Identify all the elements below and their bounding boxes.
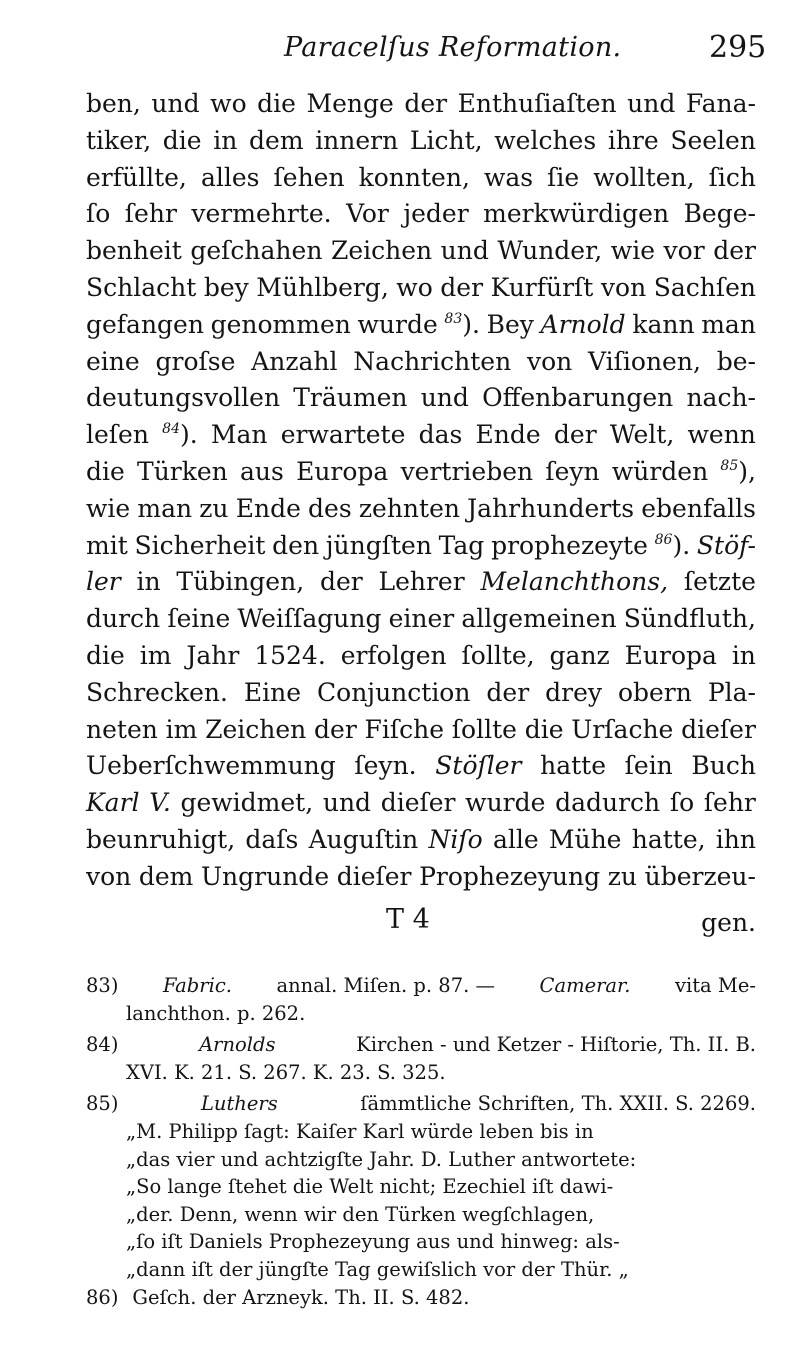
- word: und: [151, 89, 200, 118]
- word: innern: [315, 125, 399, 155]
- word: erfüllte,: [86, 162, 187, 192]
- footnote-text: XVI. K. 21. S. 267. K. 23. S. 325.: [126, 1060, 446, 1084]
- footnote-source: Fabric.: [162, 974, 232, 997]
- word: benheit: [86, 236, 182, 266]
- word: wurde: [465, 788, 546, 818]
- word: ihn: [715, 824, 756, 854]
- word: der: [486, 677, 530, 707]
- word: der: [713, 236, 756, 266]
- running-title: Paracelſus Reformation.: [284, 32, 622, 63]
- word: der: [553, 420, 597, 450]
- word: Schlacht: [86, 272, 197, 302]
- word: im: [139, 640, 172, 670]
- footnote-85-quote: [86, 1256, 756, 1284]
- word: dem: [138, 861, 194, 891]
- word: Bey: [486, 309, 534, 339]
- word: dieſer: [336, 861, 412, 891]
- word: die: [162, 125, 202, 155]
- word: Offenbarungen: [482, 383, 674, 413]
- text-line: [86, 822, 756, 859]
- word: prophezeyte: [491, 530, 648, 560]
- footnote-source: Luthers: [200, 1092, 278, 1116]
- text-line: [86, 638, 756, 675]
- footnote-84: [86, 1031, 756, 1059]
- word: Enthuſiaſten: [457, 89, 617, 118]
- word: Jahrhunderts: [467, 493, 635, 523]
- word: Mühe: [548, 824, 622, 854]
- word: nach-: [686, 383, 756, 413]
- word: geſchahen: [190, 236, 323, 266]
- word: ihre: [607, 125, 659, 155]
- word: ſie: [547, 162, 580, 192]
- footnote-83-cont: [86, 1000, 756, 1028]
- footnote-85-quote: [86, 1201, 756, 1229]
- word: dem: [249, 125, 304, 155]
- word: welches: [494, 125, 597, 155]
- word: in: [213, 125, 238, 155]
- word: von: [600, 272, 647, 302]
- footnote-text: Kirchen - und Ketzer - Hiſtorie, Th. II. B.: [356, 1033, 756, 1057]
- text-line: [86, 712, 756, 749]
- word: ſo: [669, 788, 695, 818]
- signature-mark: T 4: [386, 904, 430, 935]
- word: Europa: [296, 456, 389, 486]
- word: Anzahl: [251, 346, 338, 376]
- word: Fiſche: [364, 714, 445, 744]
- word: in: [731, 640, 756, 670]
- word: das: [418, 420, 463, 450]
- word: was: [483, 162, 534, 192]
- footnote-text: „M. Philipp ſagt: Kaiſer Karl würde leben bis in: [126, 1119, 594, 1143]
- word: und: [440, 236, 489, 266]
- text-line: [86, 528, 756, 565]
- word: eine: [86, 346, 140, 376]
- footnote-source: Camerar.: [539, 974, 631, 997]
- text-line: [86, 344, 756, 381]
- footnote-ref: $^{85}$),: [720, 456, 756, 486]
- word: der: [404, 89, 448, 118]
- word: im: [165, 714, 198, 744]
- word: ſich: [708, 162, 756, 192]
- word: drey: [545, 677, 602, 707]
- word: Träumen: [293, 383, 408, 413]
- text-line: [86, 785, 756, 822]
- word: Zeichen: [205, 714, 307, 744]
- word-italic: Melanchthons,: [480, 567, 669, 597]
- word: Viſionen,: [588, 346, 701, 376]
- word: bey: [203, 272, 249, 302]
- word: vertrieben: [400, 456, 534, 486]
- word: wurde: [357, 309, 438, 339]
- text-line: [86, 675, 756, 712]
- word: ben,: [86, 89, 141, 118]
- word: Menge: [306, 89, 394, 118]
- word: alle: [492, 824, 539, 854]
- word: die: [257, 89, 296, 118]
- word-italic: Stöſler: [435, 751, 522, 781]
- body-text: [86, 86, 756, 896]
- word: Ungrunde: [200, 861, 330, 891]
- word: von: [86, 861, 132, 891]
- word: erwartete: [280, 420, 406, 450]
- word: Man: [210, 420, 268, 450]
- footnote-text: Geſch. der Arzneyk. Th. II. S. 482.: [132, 1285, 470, 1309]
- word: gefangen: [86, 309, 204, 339]
- word: Zeichen: [330, 236, 433, 266]
- word: tiker,: [86, 125, 152, 155]
- text-line: [86, 233, 756, 270]
- word: allgemeinen: [461, 604, 617, 634]
- word: Lehrer: [378, 567, 465, 597]
- word: würden: [611, 456, 709, 486]
- footnote-ref: $^{86}$).: [654, 530, 691, 560]
- word: Schrecken.: [86, 677, 228, 707]
- word: wo: [396, 272, 433, 302]
- word: wie: [610, 236, 655, 266]
- word: dieſer: [681, 714, 756, 744]
- word: Bege-: [683, 199, 756, 229]
- word-italic: Stöf-: [696, 530, 756, 560]
- text-line: [86, 564, 756, 601]
- word: der: [440, 272, 484, 302]
- footnote-85-quote: [86, 1118, 756, 1146]
- word: neten: [86, 714, 158, 744]
- footnote-number: 83): [86, 974, 119, 997]
- footnotes: [86, 972, 756, 1311]
- text-line: [86, 123, 756, 160]
- word: vermehrte.: [191, 199, 332, 229]
- footnote-text: „dann iſt der jüngſte Tag gewiſslich vor der Thür. „: [126, 1257, 629, 1281]
- word: wo: [210, 89, 247, 118]
- word: Prophezeyung: [419, 861, 601, 891]
- word: groſse: [155, 346, 236, 376]
- word: jüngſten: [325, 530, 432, 560]
- word: durch: [86, 604, 161, 634]
- word: und: [420, 383, 469, 413]
- page-number: 295: [709, 30, 767, 65]
- text-line: [86, 859, 756, 896]
- word-italic: ler: [86, 567, 121, 597]
- word: leſen: [86, 420, 149, 450]
- word: Tag: [438, 530, 485, 560]
- word: alles: [200, 162, 260, 192]
- word: in: [136, 567, 161, 597]
- word: beunruhigt,: [86, 824, 236, 854]
- word: Tübingen,: [176, 567, 305, 597]
- signature-row: [86, 904, 756, 944]
- word: die: [86, 640, 125, 670]
- word: Seelen: [670, 125, 756, 155]
- word: aus: [240, 456, 284, 486]
- text-line: [86, 270, 756, 307]
- word: daſs: [245, 824, 299, 854]
- word: ſehen: [273, 162, 345, 192]
- word: ſo: [86, 199, 111, 229]
- word: kann: [632, 309, 695, 339]
- catchword: gen.: [701, 908, 756, 937]
- footnote-text: „ſo iſt Daniels Prophezeyung aus und hinweg: als-: [126, 1230, 620, 1254]
- word: zu: [607, 861, 637, 891]
- word: Türken: [137, 456, 228, 486]
- word: ebenfalls: [641, 493, 756, 523]
- word: ſeyn.: [354, 751, 417, 781]
- word: ſeyn: [545, 456, 600, 486]
- word: von: [526, 346, 573, 376]
- footnote-source: Arnolds: [199, 1033, 276, 1057]
- word: Licht,: [409, 125, 483, 155]
- word-italic: V.: [149, 788, 171, 818]
- word-italic: Karl: [86, 788, 140, 818]
- word: man: [137, 493, 193, 523]
- word: hatte: [540, 751, 607, 781]
- footnote-ref: $^{84}$).: [162, 420, 198, 450]
- text-line: [86, 86, 756, 123]
- footnote-text: annal. Miſen. p. 87. —: [276, 974, 495, 997]
- word: konnten,: [358, 162, 470, 192]
- text-line: [86, 160, 756, 197]
- word: Sachſen: [653, 272, 756, 302]
- word: gewidmet,: [180, 788, 314, 818]
- word: ſehr: [703, 788, 756, 818]
- word: be-: [716, 346, 756, 376]
- word: den: [272, 530, 320, 560]
- word: einer: [388, 604, 455, 634]
- word: deutungsvollen: [86, 383, 281, 413]
- word: Jahr: [186, 640, 240, 670]
- word: ſeine: [167, 604, 231, 634]
- footnote-85-quote: [86, 1146, 756, 1174]
- word: Ende: [475, 420, 541, 450]
- footnote-number: 84): [86, 1033, 119, 1057]
- word: zu: [199, 493, 229, 523]
- word: Vor: [346, 199, 389, 229]
- word: überzeu-: [644, 861, 756, 891]
- text-line: [86, 454, 756, 491]
- word: Nachrichten: [353, 346, 512, 376]
- word: zehnten: [358, 493, 460, 523]
- word: Weiſſagung: [237, 604, 382, 634]
- word: Wunder,: [497, 236, 603, 266]
- word: wie: [86, 493, 131, 523]
- footnote-number: 85): [86, 1092, 119, 1116]
- footnote-85-quote: [86, 1173, 756, 1201]
- word: der: [319, 567, 363, 597]
- word: wenn: [687, 420, 756, 450]
- word: Urſache: [571, 714, 674, 744]
- footnote-text: ſämmtliche Schriften, Th. XXII. S. 2269.: [360, 1092, 756, 1116]
- text-line: [86, 307, 756, 344]
- word: mit: [86, 530, 128, 560]
- text-line: [86, 196, 756, 233]
- text-line: [86, 748, 756, 785]
- word: 1524.: [254, 640, 326, 670]
- word: Europa: [624, 640, 717, 670]
- footnote-text: vita Me-: [674, 974, 756, 997]
- word: merkwürdigen: [483, 199, 670, 229]
- word: jeder: [403, 199, 469, 229]
- text-line: [86, 417, 756, 454]
- word: und: [627, 89, 676, 118]
- text-line: [86, 601, 756, 638]
- text-line: [86, 491, 756, 528]
- footnote-text: „das vier und achtzigſte Jahr. D. Luther antwortete:: [126, 1147, 637, 1171]
- word: Sicherheit: [134, 530, 266, 560]
- word: Pla-: [707, 677, 756, 707]
- word: Ende: [235, 493, 301, 523]
- running-head: [0, 30, 800, 80]
- word: Ueberſchwemmung: [86, 751, 336, 781]
- word: Auguſtin: [308, 824, 419, 854]
- footnote-text: lanchthon. p. 262.: [126, 1001, 306, 1025]
- footnote-85-quote: [86, 1228, 756, 1256]
- footnote-83: [86, 972, 756, 1000]
- word: dadurch: [555, 788, 661, 818]
- word: genommen: [210, 309, 351, 339]
- word: des: [308, 493, 352, 523]
- footnote-number: 86): [86, 1285, 119, 1309]
- word: man: [701, 309, 756, 339]
- word-italic: Arnold: [540, 309, 626, 339]
- word: die: [524, 714, 564, 744]
- word: ganz: [549, 640, 610, 670]
- word: Eine: [243, 677, 302, 707]
- word: vor: [663, 236, 705, 266]
- word: dieſer: [380, 788, 456, 818]
- word: ſehr: [124, 199, 177, 229]
- word: obern: [617, 677, 692, 707]
- word: der: [314, 714, 357, 744]
- word: Kurfürſt: [490, 272, 594, 302]
- footnote-text: „So lange ſtehet die Welt nicht; Ezechiel iſt dawi-: [126, 1175, 614, 1199]
- word: ſetzte: [683, 567, 756, 597]
- word: die: [86, 456, 125, 486]
- footnote-85: [86, 1090, 756, 1118]
- word: ſein: [624, 751, 673, 781]
- footnote-text: „der. Denn, wenn wir den Türken wegſchlagen,: [126, 1202, 595, 1226]
- word: hatte,: [631, 824, 706, 854]
- word: Welt,: [609, 420, 675, 450]
- word: erfolgen: [340, 640, 447, 670]
- word: ſollte,: [461, 640, 535, 670]
- word-italic: Niſo: [428, 824, 483, 854]
- word: Buch: [691, 751, 756, 781]
- footnote-86: [86, 1284, 756, 1312]
- word: ſollte: [451, 714, 517, 744]
- footnote-84-cont: [86, 1059, 756, 1087]
- footnote-ref: $^{83}$).: [444, 309, 480, 339]
- word: Sündfluth,: [623, 604, 756, 634]
- word: Conjunction: [317, 677, 471, 707]
- word: und: [322, 788, 372, 818]
- text-line: [86, 380, 756, 417]
- word: wollten,: [593, 162, 695, 192]
- word: Fana-: [685, 89, 756, 118]
- word: Mühlberg,: [256, 272, 389, 302]
